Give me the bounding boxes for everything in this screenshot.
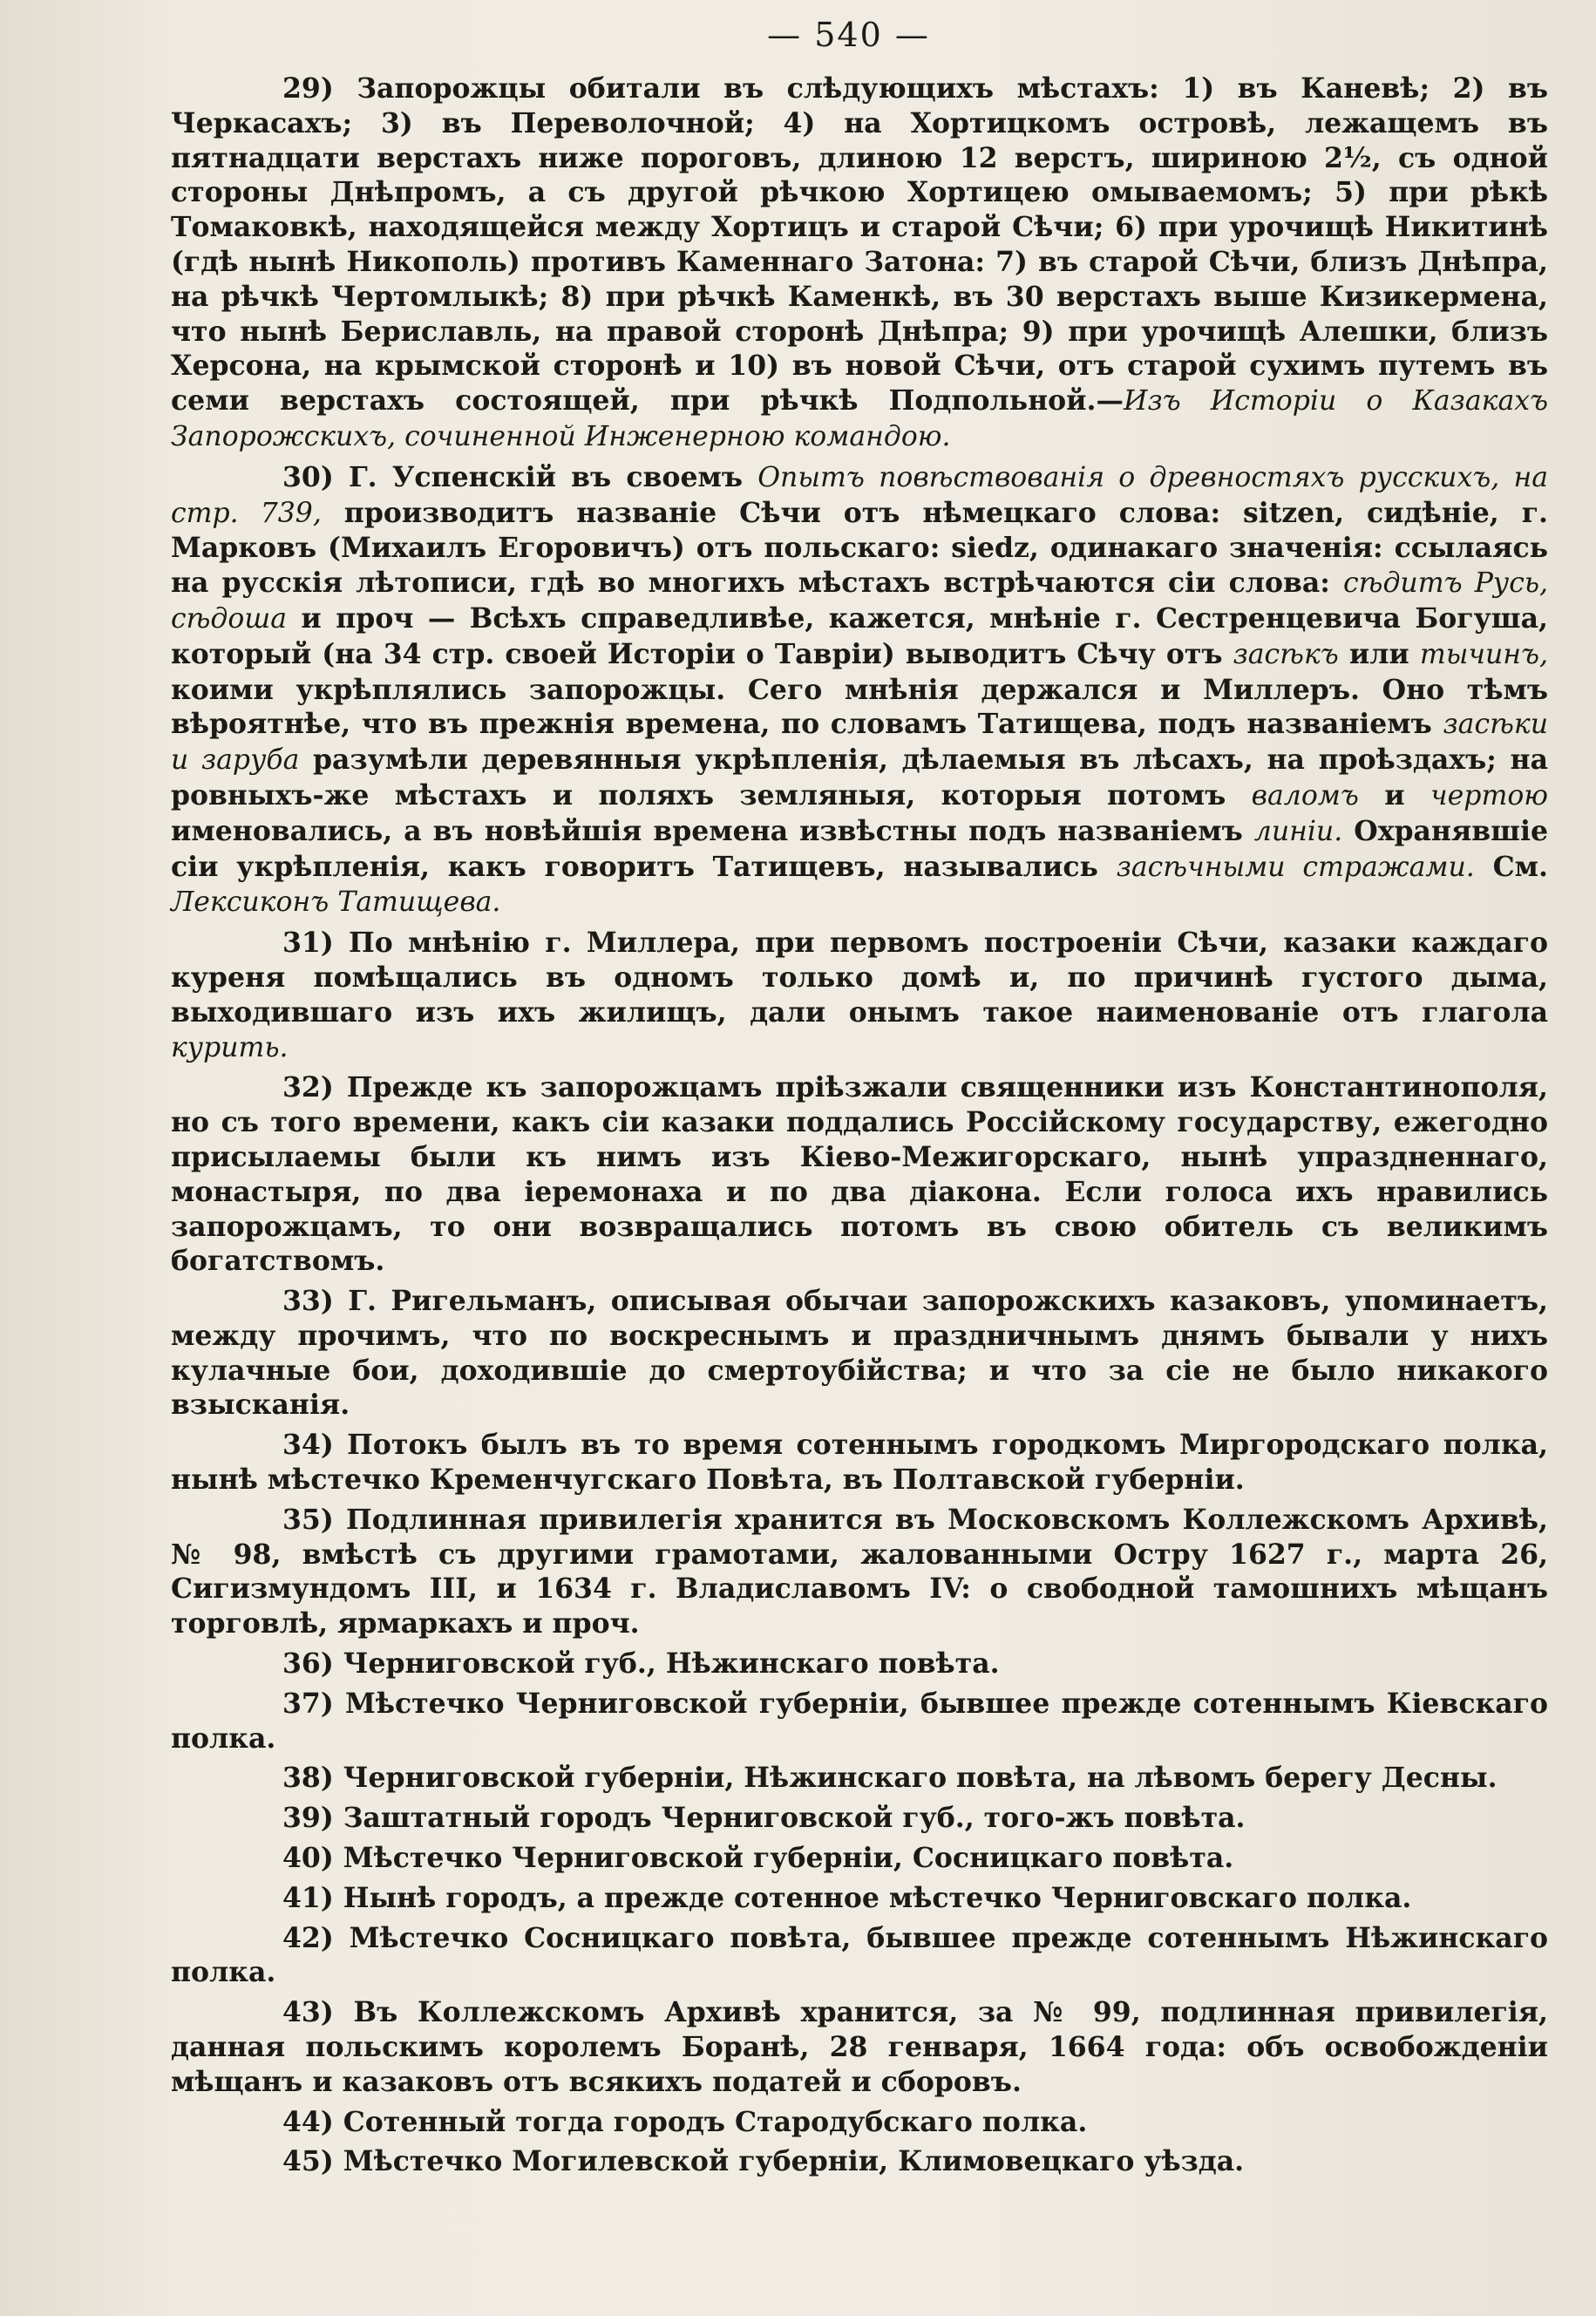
footnote-number: 43) — [282, 1996, 334, 2029]
footnote-33 — [171, 1284, 1548, 1423]
footnote-citation-text: Лексиконъ Татищева. — [171, 886, 501, 919]
footnote-citation-text: засѣчными стражами. — [1116, 851, 1475, 883]
footnote-citation-text: Опытъ повѣствованія о древностяхъ русскихъ, на стр. 739, — [171, 461, 1548, 529]
footnote-citation-text: линіи. — [1253, 815, 1343, 847]
footnote-text: Мѣстечко Черниговской губерніи, бывшее прежде сотеннымъ Кіевскаго полка. — [171, 1687, 1549, 1755]
footnote-42 — [171, 1921, 1548, 1991]
footnote-31 — [171, 926, 1548, 1065]
footnote-text: Прежде къ запорожцамъ пріѣзжали священники изъ Константинополя, но съ того времени, какъ сіи казаки поддались Россійскому государству, ежегодно присылаемы были къ нимъ изъ Кіево-Межигорскаго, нынѣ упраздненнаго, монастыря, по два іеремонаха и по два діакона. Если голоса ихъ нравились запорожцамъ, то они возвращались потомъ въ свою обитель съ великимъ богатствомъ. — [171, 1071, 1548, 1278]
footnote-text: или — [1338, 637, 1420, 670]
footnote-number: 37) — [282, 1687, 334, 1720]
footnote-35 — [171, 1503, 1548, 1641]
footnote-text: коими укрѣплялись запорожцы. Сего мнѣнія держался и Миллеръ. Оно тѣмъ вѣроятнѣе, что въ прежнія времена, по словамъ Татищева, подъ названіемъ — [171, 673, 1548, 741]
footnote-43 — [171, 1995, 1548, 2099]
footnote-number: 45) — [282, 2145, 334, 2178]
footnote-number: 33) — [282, 1285, 334, 1318]
footnote-29 — [171, 71, 1548, 455]
footnote-text: Въ Коллежскомъ Архивѣ хранится, за № 99, подлинная привилегія, данная польскимъ королемъ Боранѣ, 28 генваря, 1664 года: объ освобожденіи мѣщанъ и казаковъ отъ всякихъ податей и сборовъ. — [171, 1996, 1548, 2098]
footnote-text: Г. Ригельманъ, описывая обычаи запорожскихъ казаковъ, упоминаетъ, между прочимъ, что по воскреснымъ и праздничнымъ днямъ бывали у нихъ кулачные бои, доходившіе до смертоубійства; и что за сіе не было никакого взысканія. — [171, 1285, 1549, 1422]
footnote-45 — [171, 2144, 1548, 2179]
page-number: — 540 — — [767, 16, 930, 54]
footnote-text: именовались, а въ новѣйшія времена извѣстны подъ названіемъ — [171, 814, 1254, 847]
footnote-44 — [171, 2105, 1548, 2140]
footnote-citation-text: чертою — [1430, 779, 1549, 812]
footnote-number: 35) — [282, 1503, 334, 1536]
footnote-number: 44) — [282, 2105, 334, 2138]
footnote-number: 32) — [282, 1071, 334, 1104]
footnote-text: Заштатный городъ Черниговской губ., того-жъ повѣта. — [343, 1802, 1246, 1835]
footnote-text: Потокъ былъ въ то время сотеннымъ городкомъ Миргородскаго полка, нынѣ мѣстечко Кременчугскаго Повѣта, въ Полтавской губерніи. — [171, 1429, 1549, 1497]
footnote-text: По мнѣнію г. Миллера, при первомъ построеніи Сѣчи, казаки каждаго куреня помѣщались въ одномъ только домѣ и, по причинѣ густого дыма, выходившаго изъ ихъ жилищъ, дали онымъ такое наименованіе отъ глагола — [171, 927, 1548, 1029]
footnote-32 — [171, 1070, 1548, 1279]
footnote-number: 31) — [282, 927, 334, 960]
footnote-number: 42) — [282, 1921, 334, 1954]
footnote-citation-text: Изъ Исторіи о Казакахъ Запорожскихъ, сочиненной Инженерною командою. — [171, 385, 1548, 452]
footnote-38 — [171, 1761, 1548, 1796]
footnote-40 — [171, 1841, 1548, 1876]
footnote-number: 41) — [282, 1881, 334, 1914]
footnote-text: Мѣстечко Черниговской губерніи, Сосницкаго повѣта. — [343, 1842, 1234, 1875]
footnote-34 — [171, 1428, 1548, 1498]
footnote-citation-text: валомъ — [1251, 779, 1359, 812]
footnote-citation-text: засѣки и заруба — [171, 709, 1548, 777]
footnote-citation-text: тычинъ, — [1419, 638, 1548, 670]
footnote-number: 40) — [282, 1842, 334, 1875]
footnote-text: и проч — Всѣхъ справедливѣе, кажется, мнѣніе г. Сестренцевича Богуша, который (на 34 стр. своей Исторіи о Тавріи) выводитъ Сѣчу отъ — [171, 601, 1548, 670]
footnote-number: 30) — [282, 460, 334, 493]
footnote-41 — [171, 1881, 1548, 1916]
footnote-text: разумѣли деревянныя укрѣпленія, дѣлаемыя въ лѣсахъ, на проѣздахъ; на ровныхъ-же мѣстахъ и поляхъ земляныя, которыя потомъ — [171, 744, 1548, 812]
footnote-text: Мѣстечко Сосницкаго повѣта, бывшее прежде сотеннымъ Нѣжинскаго полка. — [171, 1921, 1549, 1989]
footnote-citation-text: засѣкъ — [1233, 638, 1339, 670]
footnote-text: Охранявшіе сіи укрѣпленія, какъ говоритъ Татищевъ, назывались — [171, 814, 1548, 883]
footnote-text: Мѣстечко Могилевской губерніи, Климовецкаго уѣзда. — [343, 2145, 1245, 2178]
footnote-citation-text: сѣдитъ Русь, сѣдоша — [171, 567, 1548, 635]
footnote-number: 38) — [282, 1762, 334, 1795]
footnote-text: Подлинная привилегія хранится въ Московскомъ Коллежскомъ Архивѣ, № 98, вмѣстѣ съ другими грамотами, жалованными Остру 1627 г., марта 26, Сигизмундомъ III, и 1634 г. Владиславомъ IV: о свободной тамошнихъ мѣщанъ торговлѣ, ярмаркахъ и проч. — [171, 1503, 1549, 1640]
footnote-text: См. — [1474, 850, 1548, 883]
footnote-number: 34) — [282, 1429, 334, 1462]
footnote-text: Запорожцы обитали въ слѣдующихъ мѣстахъ: 1) въ Каневѣ; 2) въ Черкасахъ; 3) въ Переволочной; 4) на Хортицкомъ островѣ, лежащемъ въ пятнадцати верстахъ ниже пороговъ, длиною 12 верстъ, шириною 2½, съ одной стороны Днѣпромъ, а съ другой рѣчкою Хортицею омываемомъ; 5) при рѣкѣ Томаковкѣ, находящейся между Хортицъ и старой Сѣчи; 6) при урочищѣ Никитинѣ (гдѣ нынѣ Никополь) противъ Каменнаго Затона: 7) въ старой Сѣчи, близъ Днѣпра, на рѣчкѣ Чертомлыкѣ; 8) при рѣчкѣ Каменкѣ, въ 30 верстахъ выше Кизикермена, что нынѣ Бериславль, на правой сторонѣ Днѣпра; 9) при урочищѣ Алешки, близъ Херсона, на крымской сторонѣ и 10) въ новой Сѣчи, отъ старой сухимъ путемъ въ семи верстахъ состоящей, при рѣчкѣ Подпольной.— — [171, 72, 1548, 418]
footnote-text: Г. Успенскій въ своемъ — [348, 460, 758, 493]
footnote-text: производитъ названіе Сѣчи отъ нѣмецкаго слова: sitzen, сидѣніе, г. Марковъ (Михаилъ Егоровичъ) отъ польскаго: siedz, одинакаго значенія: ссылаясь на русскія лѣтописи, гдѣ во многихъ мѣстахъ встрѣчаются сіи слова: — [171, 496, 1548, 600]
footnote-number: 29) — [282, 72, 334, 105]
footnotes — [171, 71, 1548, 2179]
footnote-30 — [171, 460, 1548, 920]
footnote-text: Нынѣ городъ, а прежде сотенное мѣстечко Черниговскаго полка. — [343, 1881, 1412, 1914]
footnote-citation-text: курить. — [171, 1031, 289, 1063]
footnote-36 — [171, 1647, 1548, 1681]
footnote-text: Черниговской губерніи, Нѣжинскаго повѣта, на лѣвомъ берегу Десны. — [343, 1762, 1498, 1795]
footnote-text: и — [1358, 778, 1431, 812]
footnote-number: 36) — [282, 1647, 334, 1681]
footnote-text: Черниговской губ., Нѣжинскаго повѣта. — [343, 1647, 1000, 1681]
footnote-text: Сотенный тогда городъ Стародубскаго полка. — [343, 2105, 1088, 2138]
footnote-37 — [171, 1687, 1548, 1756]
footnote-39 — [171, 1801, 1548, 1836]
footnote-number: 39) — [282, 1802, 334, 1835]
